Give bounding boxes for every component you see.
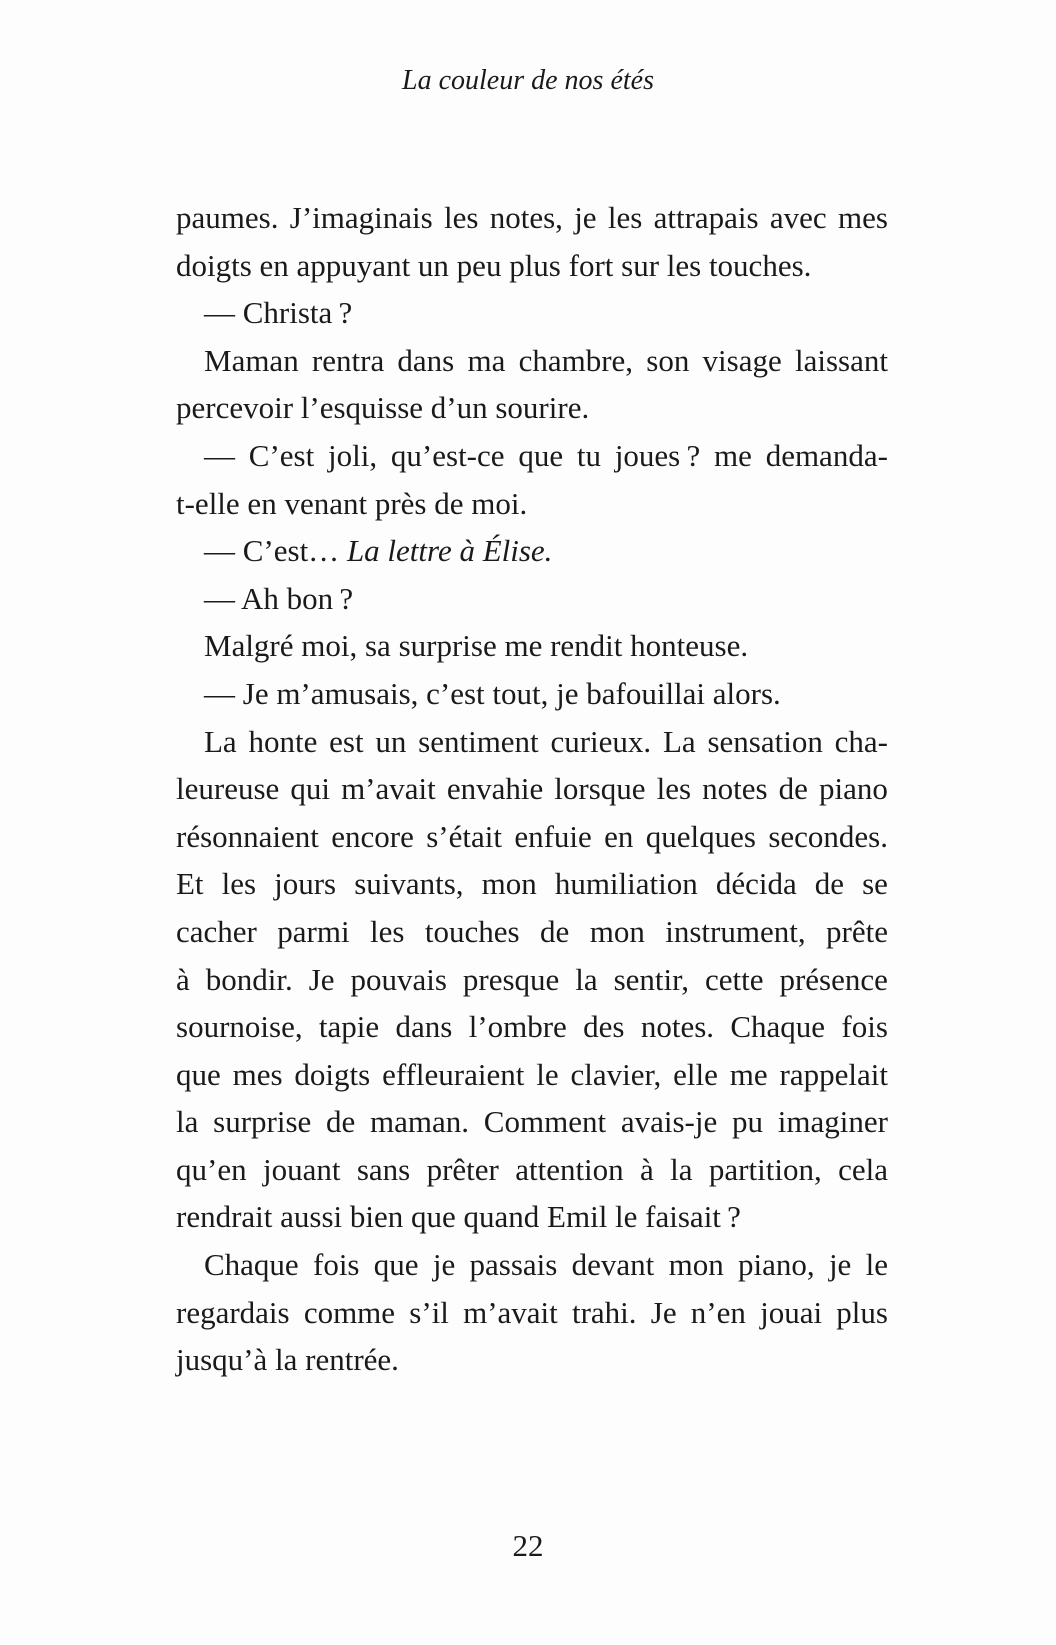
text-line: Chaque fois que je passais devant mon piano, je le [204, 1247, 888, 1283]
text-line: — C’est… La lettre à Élise. [204, 533, 553, 569]
text-line: leureuse qui m’avait envahie lorsque les notes de piano [176, 771, 888, 807]
text-line: Et les jours suivants, mon humiliation décida de se [176, 866, 888, 902]
text-line: que mes doigts effleuraient le clavier, elle me rappelait [176, 1056, 888, 1092]
text-line: — C’est joli, qu’est-ce que tu joues ? me demanda- [204, 437, 888, 473]
text-line: sournoise, tapie dans l’ombre des notes. Chaque fois [176, 1009, 888, 1045]
text-line: rendrait aussi bien que quand Emil le faisait ? [176, 1199, 741, 1235]
text-line: résonnaient encore s’était enfuie en quelques secondes. [176, 818, 888, 854]
text-line: qu’en jouant sans prêter attention à la partition, cela [176, 1151, 888, 1187]
running-header: La couleur de nos étés [402, 65, 654, 96]
text-line: jusqu’à la rentrée. [176, 1342, 399, 1378]
text-line: — Christa ? [204, 295, 353, 331]
text-line: à bondir. Je pouvais presque la sentir, cette présence [176, 961, 888, 997]
page-number: 22 [512, 1528, 544, 1563]
text-line: Malgré moi, sa surprise me rendit honteuse. [204, 628, 749, 664]
text-line: cacher parmi les touches de mon instrument, prête [176, 913, 888, 949]
text-line: doigts en appuyant un peu plus fort sur les touches. [176, 247, 812, 283]
text-line: Maman rentra dans ma chambre, son visage laissant [204, 342, 888, 378]
text-line: La honte est un sentiment curieux. La sensation cha- [204, 723, 888, 759]
text-line: t-elle en venant près de moi. [176, 485, 528, 521]
text-line: — Ah bon ? [204, 580, 354, 616]
text-line: paumes. J’imaginais les notes, je les attrapais avec mes [176, 200, 888, 235]
text-line: regardais comme s’il m’avait trahi. Je n’en jouai plus [176, 1294, 888, 1330]
body-text [176, 194, 888, 1384]
text-line: percevoir l’esquisse d’un sourire. [176, 390, 590, 426]
text-line: — Je m’amusais, c’est tout, je bafouillai alors. [204, 675, 781, 711]
text-line: la surprise de maman. Comment avais-je pu imaginer [176, 1104, 888, 1140]
